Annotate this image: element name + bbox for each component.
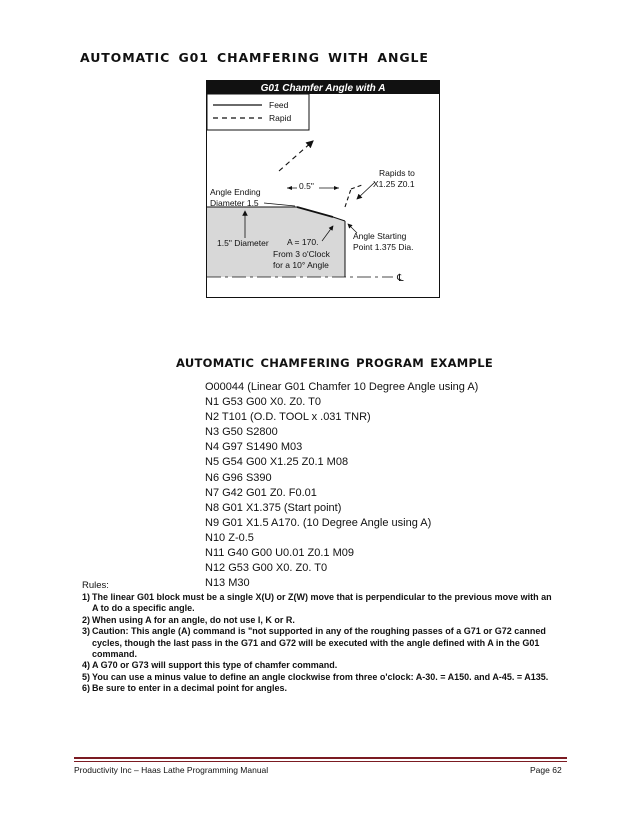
program-example-title: AUTOMATIC CHAMFERING PROGRAM EXAMPLE: [176, 356, 494, 370]
rule-number: 3): [82, 626, 91, 637]
rapid-approach-path-2: [351, 185, 362, 189]
rapids-to-label-line1: Rapids to: [379, 168, 415, 178]
rule-item: [82, 615, 552, 626]
program-line: N6 G96 S390: [205, 471, 272, 484]
footer-manual-title: Productivity Inc – Haas Lathe Programming Manual: [74, 765, 269, 775]
rule-number: 4): [82, 660, 91, 671]
rule-item: [82, 672, 552, 683]
angle-ending-label-line2: Diameter 1.5: [210, 198, 259, 208]
rule-number: 1): [82, 592, 91, 602]
rules-list: [82, 592, 552, 695]
rule-text: You can use a minus value to define an angle clockwise from three o'clock: A-30. = A150. and A-45. = A135.: [92, 671, 549, 682]
rules-section: [82, 580, 552, 695]
rules-heading: Rules:: [82, 580, 109, 591]
rule-item: [82, 660, 552, 671]
rule-text: A G70 or G73 will support this type of chamfer command.: [92, 660, 338, 671]
a-value-label: A = 170.: [287, 237, 319, 247]
footer-divider-thin: [74, 761, 567, 762]
rapids-to-label-line2: X1.25 Z0.1: [373, 179, 415, 189]
rule-item: [82, 626, 552, 660]
angle-start-label-line2: Point 1.375 Dia.: [353, 242, 414, 252]
program-line: N3 G50 S2800: [205, 426, 278, 439]
program-line: N8 G01 X1.375 (Start point): [205, 501, 342, 514]
legend-rapid-label: Rapid: [269, 113, 292, 123]
dimension-label: 0.5": [299, 181, 314, 191]
program-line: N13 M30: [205, 577, 250, 590]
from-clock-label-line1: From 3 o'Clock: [273, 249, 330, 259]
rule-text: When using A for an angle, do not use I, K or R.: [92, 614, 295, 625]
dimension-arrow-left: [287, 186, 292, 190]
centerline-symbol: ℄: [397, 273, 404, 284]
chamfer-diagram-svg: [207, 81, 439, 297]
rule-item: [82, 592, 552, 615]
rule-number: 5): [82, 671, 91, 682]
chamfer-diagram: [206, 80, 440, 298]
program-line: N1 G53 G00 X0. Z0. T0: [205, 396, 321, 409]
rule-number: 2): [82, 614, 91, 625]
from-clock-label-line2: for a 10° Angle: [273, 260, 329, 270]
rule-text: Caution: This angle (A) command is "not supported in any of the roughing passes of a G71 or G72 canned cycles, though the last pass in the G71 and G72 will be executed with the angle defined with A in the G01 command.: [92, 626, 546, 660]
program-line: N9 G01 X1.5 A170. (10 Degree Angle using A): [205, 516, 432, 529]
footer-page-number: Page 62: [530, 765, 562, 775]
program-line: N5 G54 G00 X1.25 Z0.1 M08: [205, 456, 349, 469]
program-line: N4 G97 S1490 M03: [205, 441, 303, 454]
program-listing: [205, 380, 478, 591]
program-line: N7 G42 G01 Z0. F0.01: [205, 486, 317, 499]
dimension-arrow-right: [334, 186, 339, 190]
diameter-label: 1.5" Diameter: [217, 238, 269, 248]
rule-text: Be sure to enter in a decimal point for angles.: [92, 683, 288, 694]
program-line: N2 T101 (O.D. TOOL x .031 TNR): [205, 411, 371, 424]
angle-start-label-line1: Angle Starting: [353, 231, 407, 241]
program-line: N10 Z-0.5: [205, 531, 254, 544]
angle-ending-leader: [264, 203, 295, 206]
section-title: AUTOMATIC G01 CHAMFERING WITH ANGLE: [80, 50, 429, 65]
angle-ending-label-line1: Angle Ending: [210, 187, 261, 197]
rule-item: [82, 683, 552, 694]
program-line: N11 G40 G00 U0.01 Z0.1 M09: [205, 547, 354, 560]
legend-box: [207, 94, 309, 130]
rapid-approach-path: [345, 189, 351, 207]
program-line: N12 G53 G00 X0. Z0. T0: [205, 562, 328, 575]
diagram-title: G01 Chamfer Angle with A: [260, 83, 386, 94]
rule-number: 6): [82, 683, 91, 694]
rule-text: The linear G01 block must be a single X(U) or Z(W) move that is perpendicular to the previous move with an A to do a specific angle.: [92, 592, 552, 614]
legend-feed-label: Feed: [269, 100, 289, 110]
rapid-retract-path: [279, 141, 313, 171]
footer-divider: [74, 757, 567, 759]
program-line: O00044 (Linear G01 Chamfer 10 Degree Angle using A): [205, 381, 479, 393]
